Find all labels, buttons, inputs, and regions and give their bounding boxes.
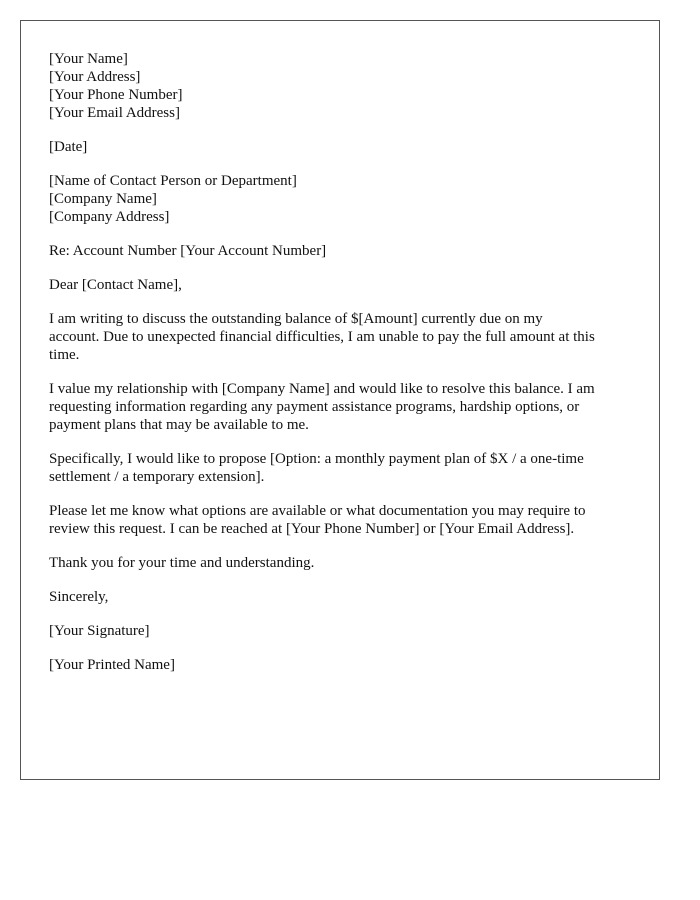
subject-text: Re: Account Number [Your Account Number] <box>49 243 327 259</box>
paragraph-line: time. <box>49 347 80 363</box>
sender-address: [Your Address] <box>49 69 141 85</box>
paragraph-line: I value my relationship with [Company Name] and would like to resolve this balance. I am <box>49 381 595 397</box>
body-paragraph-4 <box>49 502 639 538</box>
sender-name: [Your Name] <box>49 51 128 67</box>
paragraph-line: I am writing to discuss the outstanding balance of $[Amount] currently due on my <box>49 311 543 327</box>
printed-name <box>49 656 639 674</box>
salutation <box>49 276 639 294</box>
sender-email: [Your Email Address] <box>49 105 180 121</box>
signature <box>49 622 639 640</box>
recipient-block <box>49 172 639 226</box>
subject-line <box>49 242 639 260</box>
paragraph-line: Specifically, I would like to propose [Option: a monthly payment plan of $X / a one-time <box>49 451 584 467</box>
letter-page <box>20 20 660 780</box>
recipient-company: [Company Name] <box>49 191 157 207</box>
body-paragraph-2 <box>49 380 639 434</box>
sender-phone: [Your Phone Number] <box>49 87 183 103</box>
date-block <box>49 138 639 156</box>
paragraph-line: Thank you for your time and understanding. <box>49 555 315 571</box>
recipient-contact: [Name of Contact Person or Department] <box>49 173 297 189</box>
paragraph-line: review this request. I can be reached at [Your Phone Number] or [Your Email Address]. <box>49 521 575 537</box>
letter-body <box>49 50 639 690</box>
paragraph-line: requesting information regarding any payment assistance programs, hardship options, or <box>49 399 580 415</box>
body-paragraph-1 <box>49 310 639 364</box>
body-paragraph-5 <box>49 554 639 572</box>
paragraph-line: payment plans that may be available to me. <box>49 417 309 433</box>
closing <box>49 588 639 606</box>
signature-text: [Your Signature] <box>49 623 150 639</box>
salutation-text: Dear [Contact Name], <box>49 277 182 293</box>
paragraph-line: settlement / a temporary extension]. <box>49 469 265 485</box>
recipient-address: [Company Address] <box>49 209 170 225</box>
letter-date: [Date] <box>49 139 88 155</box>
sender-block <box>49 50 639 122</box>
printed-name-text: [Your Printed Name] <box>49 657 175 673</box>
closing-text: Sincerely, <box>49 589 109 605</box>
paragraph-line: Please let me know what options are available or what documentation you may require to <box>49 503 586 519</box>
paragraph-line: account. Due to unexpected financial difficulties, I am unable to pay the full amount at this <box>49 329 595 345</box>
body-paragraph-3 <box>49 450 639 486</box>
